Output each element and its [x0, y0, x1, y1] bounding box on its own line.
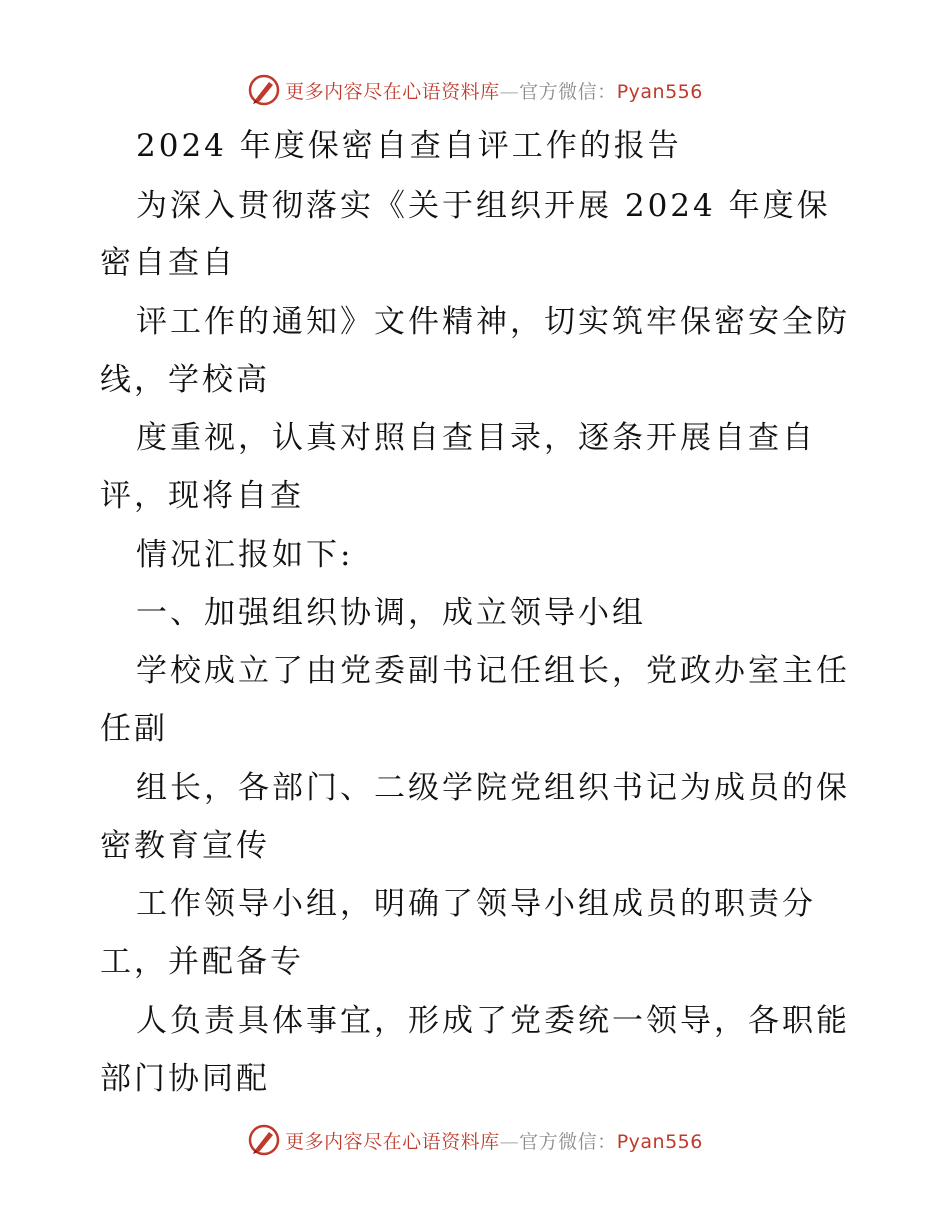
doc-title: 2024 年度保密自查自评工作的报告	[136, 128, 682, 164]
doc-line: 情况汇报如下:	[136, 537, 354, 573]
doc-line: 线，学校高	[100, 362, 270, 398]
watermark-main-text: 更多内容尽在心语资料库	[285, 1130, 500, 1153]
doc-line: 组长，各部门、二级学院党组织书记为成员的保	[136, 770, 850, 806]
watermark-id: Pyan556	[616, 1130, 703, 1153]
doc-line: 密教育宣传	[100, 828, 270, 864]
watermark-separator: —	[499, 80, 520, 103]
doc-line: 密自查自	[100, 245, 236, 281]
doc-line: 工，并配备专	[100, 944, 304, 980]
doc-line: 部门协同配	[100, 1061, 270, 1097]
doc-line: 任副	[100, 711, 168, 747]
pen-logo-icon	[247, 73, 281, 107]
doc-line: 度重视，认真对照自查目录，逐条开展自查自	[136, 420, 816, 456]
doc-line: 工作领导小组，明确了领导小组成员的职责分	[136, 886, 816, 922]
footer-watermark	[0, 1120, 950, 1160]
watermark-id: Pyan556	[616, 80, 703, 103]
section-heading: 一、加强组织协调，成立领导小组	[136, 595, 646, 631]
header-watermark	[0, 70, 950, 110]
watermark-label: 官方微信：	[519, 1130, 617, 1153]
watermark-main-text: 更多内容尽在心语资料库	[285, 80, 500, 103]
watermark-separator: —	[499, 1130, 520, 1153]
watermark-label: 官方微信：	[519, 80, 617, 103]
doc-line: 人负责具体事宜，形成了党委统一领导，各职能	[136, 1003, 850, 1039]
doc-line: 学校成立了由党委副书记任组长，党政办室主任	[136, 653, 850, 689]
doc-line: 评工作的通知》文件精神，切实筑牢保密安全防	[136, 304, 850, 340]
doc-line: 为深入贯彻落实《关于组织开展 2024 年度保	[136, 188, 831, 224]
pen-logo-icon	[247, 1123, 281, 1157]
doc-line: 评，现将自查	[100, 478, 304, 514]
